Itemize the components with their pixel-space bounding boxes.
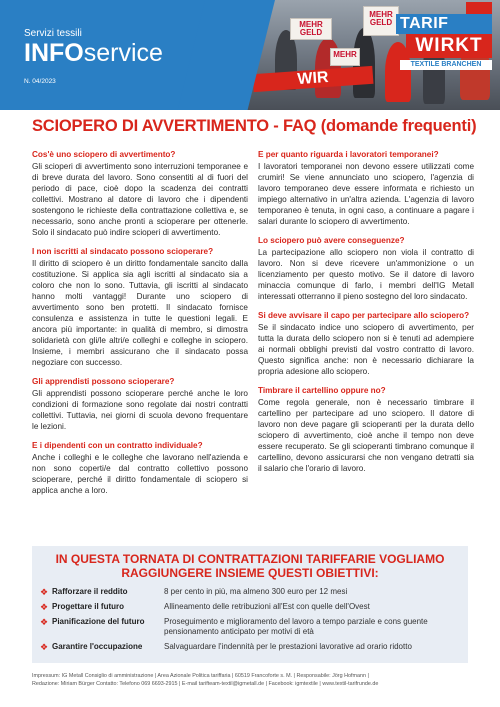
faq-question: Cos'è uno sciopero di avvertimento? [32, 150, 176, 159]
faq-answer: Se il sindacato indice uno sciopero di avvertimento, per tutta la durata dello sciopero non si è tenuti ad adempiere ai normali obblighi previsti dal vostro contratto di lavoro. Questo significa anche: non è necessario dichiarare la propria adesione allo sciopero. [258, 323, 474, 376]
goal-label: Pianificazione del futuro [52, 617, 145, 626]
faq-question: Gli apprendisti possono scioperare? [32, 377, 175, 386]
faq-answer: I lavoratori temporanei non devono essere utilizzati come crumiri! Se viene annunciato uno sciopero, l'agenzia di lavoro temporaneo deve essere informata e richiesto un impiego alternativo in un'altra azienda. L'agenzia di lavoro temporaneo è tenuta, in ogni caso, a continuare a pagare i salari durante lo sciopero di avvertimento. [258, 162, 474, 226]
diamond-bullet-icon: ❖ [40, 617, 49, 627]
logo-subtitle: TEXTILE BRANCHEN [400, 60, 492, 70]
faq-answer: Anche i colleghi e le colleghe che lavorano nell'azienda e non sono coperti/e dal contratto collettivo possono scioperare, perché il diritto fondamentale di sciopero si applica anche a loro. [32, 453, 248, 495]
imprint-line: Impressum: IG Metall Consiglio di amministrazione | Area Azionale Politica tariffaria | 60519 Francoforte s. M. | Responsabile: Jörg Hofmann | [32, 673, 369, 679]
header-banner [0, 0, 500, 110]
page-title: SCIOPERO DI AVVERTIMENTO - FAQ (domande frequenti) [32, 117, 477, 135]
protest-banner: WIR [253, 66, 374, 92]
protest-sign: MEHR [330, 48, 360, 66]
faq-question: E per quanto riguarda i lavoratori temporanei? [258, 150, 439, 159]
series-label: Servizi tessili [24, 28, 82, 39]
goal-label: Garantire l'occupazione [52, 642, 143, 651]
goal-label: Progettare il futuro [52, 602, 125, 611]
goal-label: Rafforzare il reddito [52, 587, 128, 596]
faq-answer: Il diritto di sciopero è un diritto fondamentale sancito dalla costituzione. Si applica sia agli iscritti al sindacato sia a coloro che non lo sono. Tuttavia, gli iscritti al sindacato hanno molti vantaggi! Durante uno sciopero di avvertimento sono ben protetti. Il sindacato fornisce consulenza e assistenza in tutte le questioni legali. E ancora più importante: in qualità di membro, si dimostra solidarietà con gli/le altri/e colleghi e colleghe in sciopero. Insieme, i membri assicurano che il sindacato possa negoziare con successo. [32, 259, 248, 367]
protest-sign: MEHR GELD [363, 6, 399, 36]
faq-question: I non iscritti al sindacato possono scioperare? [32, 247, 214, 256]
diamond-bullet-icon: ❖ [40, 642, 49, 652]
protest-sign: MEHR GELD [290, 18, 332, 40]
faq-answer: Gli apprendisti possono scioperare perché anche le loro condizioni di formazione sono regolate dai nostri contratti collettivi. Tuttavia, nei giorni di scuola devono frequentare le lezioni. [32, 389, 248, 431]
diamond-bullet-icon: ❖ [40, 587, 49, 597]
issue-number: N. 04/2023 [24, 78, 56, 85]
logo-tarif: TARIF [396, 14, 492, 34]
goals-title: IN QUESTA TORNATA DI CONTRATTAZIONI TARIFFARIE VOGLIAMO RAGGIUNGERE INSIEME QUESTI OBIETTIVI: [55, 552, 445, 580]
faq-answer: Come regola generale, non è necessario timbrare il cartellino per partecipare ad uno sciopero. Il datore di lavoro non deve pagare gli scioperanti per la durata dello sciopero di avvertimento, cioè anche il tempo non deve essere recuperato. Se gli scioperanti timbrano comunque il cartellino, devono assicurarsi che non vengano detratti sia il salario che l'orario di lavoro. [258, 398, 474, 473]
faq-answer: Gli scioperi di avvertimento sono interruzioni temporanee e di breve durata del lavoro. Sono consentiti al di fuori del periodo di pace, cioè dopo la scadenza dei contratti collettivi. Mostrano al datore di lavoro che i dipendenti sostengono le richieste della contrattazione collettiva e, se necessario, sono anche pronti a scioperare per ottenerle. Solo il sindacato può indire scioperi di avvertimento. [32, 162, 248, 237]
goal-text: 8 per cento in più, ma almeno 300 euro per 12 mesi [164, 587, 348, 596]
goal-text: Salvaguardare l'indennità per le prestazioni lavorative ad orario ridotto [164, 642, 412, 651]
diamond-bullet-icon: ❖ [40, 602, 49, 612]
goals-box [32, 546, 468, 663]
brand-title: INFOservice [24, 39, 163, 67]
faq-question: E i dipendenti con un contratto individuale? [32, 441, 203, 450]
faq-column-right [258, 150, 474, 483]
imprint-line: Redazione: Miriam Bürger Contatto: Telefono 069 6693-2915 | E-mail tarifteam-textil@igmetall.de | Facebook: igmtextile | www.textil-tarifrunde.de [32, 681, 379, 687]
faq-question: Si deve avvisare il capo per partecipare allo sciopero? [258, 311, 470, 320]
goal-text: Allineamento delle retribuzioni all'Est con quelle dell'Ovest [164, 602, 370, 611]
faq-answer: La partecipazione allo sciopero non viola il contratto di lavoro. Non si deve ricevere un'ammonizione o un licenziamento per questo motivo. Se il datore di lavoro minaccia comunque di farlo, i membri dell'IG Metall interessati otterranno il pieno sostegno del loro sindacato. [258, 248, 474, 301]
faq-column-left [32, 150, 248, 505]
imprint-footer [32, 672, 472, 688]
tarif-wirkt-logo [396, 14, 492, 72]
faq-question: Timbrare il cartellino oppure no? [258, 386, 386, 395]
goal-text: Proseguimento e miglioramento del lavoro a tempo parziale e cons guente pensionamento anticipato per motivi di età [164, 617, 428, 636]
logo-wirkt: WIRKT [406, 34, 492, 58]
faq-question: Lo sciopero può avere conseguenze? [258, 236, 405, 245]
